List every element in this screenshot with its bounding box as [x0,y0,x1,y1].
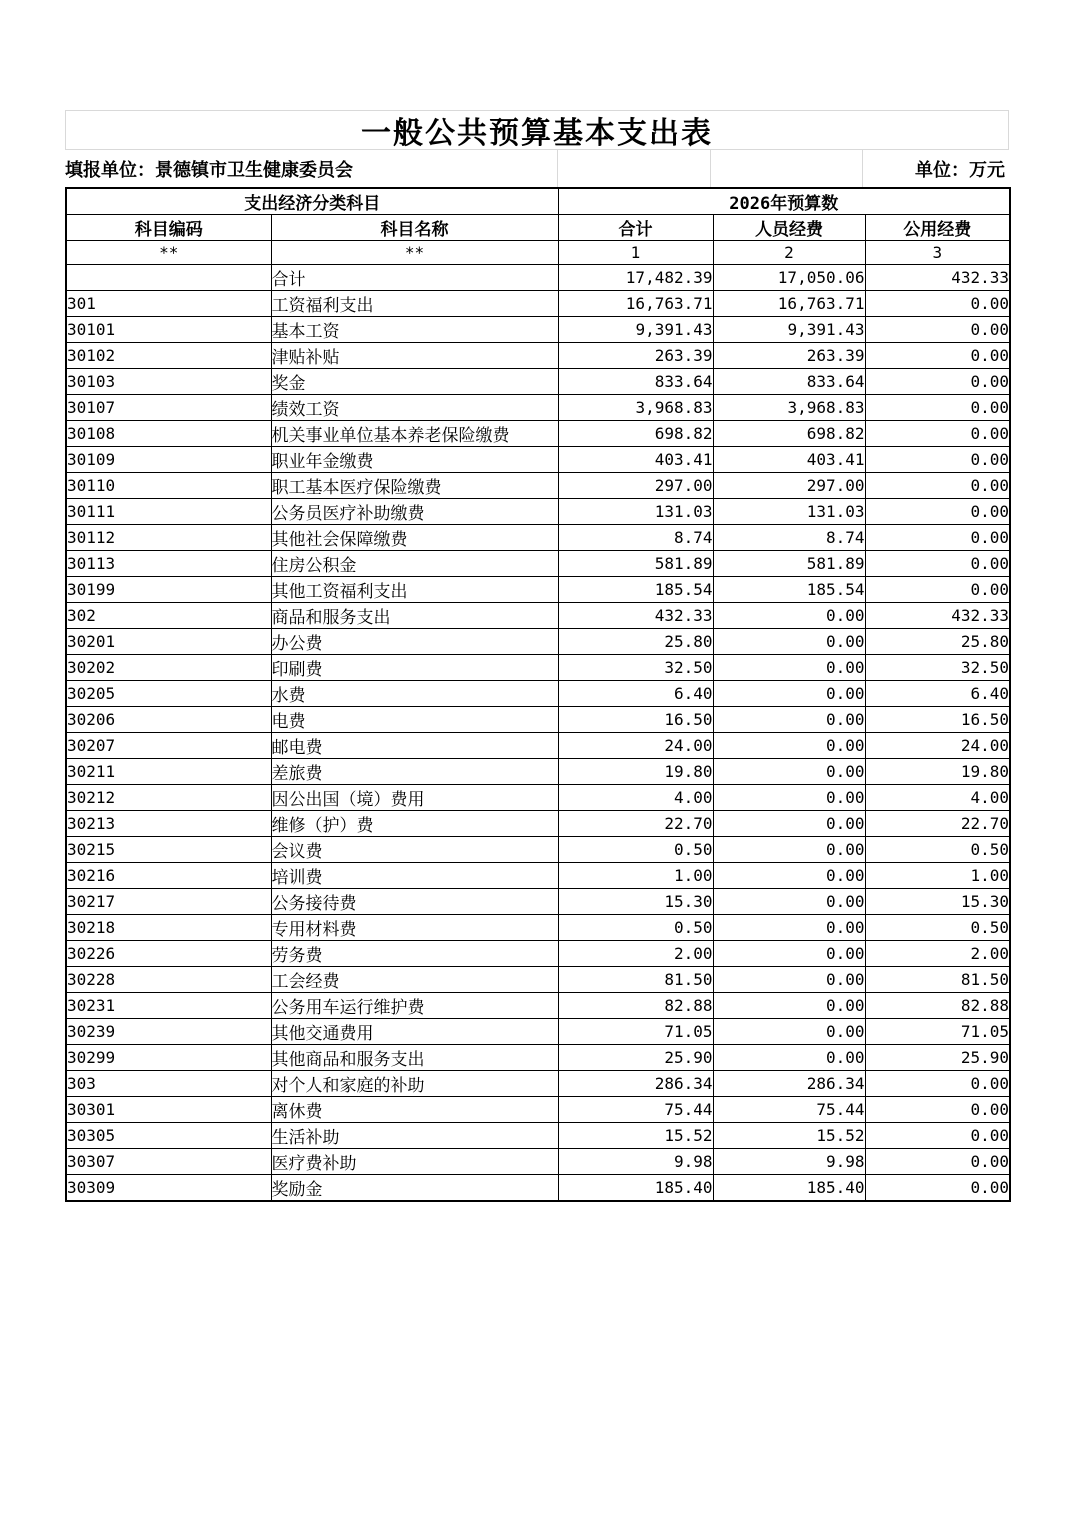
header-col-total: 合计 [558,215,713,241]
total-cell: 286.34 [558,1071,713,1097]
table-row [66,1019,1010,1045]
table-row [66,265,1010,291]
personnel-cell: 0.00 [713,759,865,785]
personnel-cell: 833.64 [713,369,865,395]
name-cell: 生活补助 [271,1123,558,1149]
total-cell: 2.00 [558,941,713,967]
unit-row-spacer-2 [710,150,862,187]
code-cell: 301 [66,291,271,317]
code-cell: 30207 [66,733,271,759]
public-cell: 15.30 [865,889,1010,915]
total-cell: 0.50 [558,915,713,941]
table-row [66,395,1010,421]
code-cell: 30211 [66,759,271,785]
personnel-cell: 0.00 [713,785,865,811]
name-cell: 公务用车运行维护费 [271,993,558,1019]
personnel-cell: 263.39 [713,343,865,369]
personnel-cell: 581.89 [713,551,865,577]
name-cell: 公务接待费 [271,889,558,915]
table-row [66,421,1010,447]
index-cell-2: 2 [713,241,865,265]
reporting-unit-label: 填报单位：景德镇市卫生健康委员会 [65,159,353,181]
index-cell-name: ** [271,241,558,265]
personnel-cell: 8.74 [713,525,865,551]
code-cell: 30202 [66,655,271,681]
personnel-cell: 131.03 [713,499,865,525]
table-row [66,473,1010,499]
total-cell: 432.33 [558,603,713,629]
total-cell: 17,482.39 [558,265,713,291]
code-cell: 30199 [66,577,271,603]
table-row [66,889,1010,915]
code-cell: 30101 [66,317,271,343]
public-cell: 0.00 [865,1071,1010,1097]
personnel-cell: 286.34 [713,1071,865,1097]
name-cell: 会议费 [271,837,558,863]
personnel-cell: 0.00 [713,889,865,915]
table-row [66,1123,1010,1149]
code-cell: 30301 [66,1097,271,1123]
name-cell: 劳务费 [271,941,558,967]
name-cell: 奖励金 [271,1175,558,1202]
unit-of-measure-label: 单位：万元 [862,150,1009,187]
personnel-cell: 698.82 [713,421,865,447]
total-cell: 403.41 [558,447,713,473]
personnel-cell: 185.54 [713,577,865,603]
public-cell: 0.00 [865,369,1010,395]
total-cell: 32.50 [558,655,713,681]
code-cell: 30226 [66,941,271,967]
title-block [65,110,1009,150]
code-cell: 30228 [66,967,271,993]
public-cell: 82.88 [865,993,1010,1019]
total-cell: 22.70 [558,811,713,837]
table-row [66,551,1010,577]
code-cell: 303 [66,1071,271,1097]
budget-table [65,187,1011,1202]
personnel-cell: 9.98 [713,1149,865,1175]
table-row [66,733,1010,759]
personnel-cell: 403.41 [713,447,865,473]
public-cell: 6.40 [865,681,1010,707]
personnel-cell: 0.00 [713,681,865,707]
public-cell: 4.00 [865,785,1010,811]
total-cell: 297.00 [558,473,713,499]
table-row [66,707,1010,733]
public-cell: 19.80 [865,759,1010,785]
public-cell: 0.00 [865,473,1010,499]
code-cell: 30212 [66,785,271,811]
personnel-cell: 297.00 [713,473,865,499]
budget-sheet [65,110,1009,1202]
code-cell: 30102 [66,343,271,369]
name-cell: 基本工资 [271,317,558,343]
code-cell: 30113 [66,551,271,577]
name-cell: 医疗费补助 [271,1149,558,1175]
table-row [66,447,1010,473]
table-row [66,655,1010,681]
personnel-cell: 0.00 [713,837,865,863]
code-cell: 30215 [66,837,271,863]
table-row [66,811,1010,837]
total-cell: 16.50 [558,707,713,733]
code-cell: 30213 [66,811,271,837]
personnel-cell: 17,050.06 [713,265,865,291]
total-cell: 185.40 [558,1175,713,1202]
public-cell: 22.70 [865,811,1010,837]
table-row [66,317,1010,343]
public-cell: 0.00 [865,421,1010,447]
table-row [66,369,1010,395]
total-cell: 81.50 [558,967,713,993]
public-cell: 0.00 [865,577,1010,603]
table-row [66,1097,1010,1123]
public-cell: 2.00 [865,941,1010,967]
personnel-cell: 3,968.83 [713,395,865,421]
total-cell: 19.80 [558,759,713,785]
total-cell: 3,968.83 [558,395,713,421]
public-cell: 24.00 [865,733,1010,759]
header-col-public-funds: 公用经费 [865,215,1010,241]
index-cell-1: 1 [558,241,713,265]
table-row [66,1175,1010,1202]
personnel-cell: 0.00 [713,863,865,889]
header-col-subject-code: 科目编码 [66,215,271,241]
name-cell: 奖金 [271,369,558,395]
total-cell: 75.44 [558,1097,713,1123]
table-row [66,499,1010,525]
personnel-cell: 0.00 [713,707,865,733]
total-cell: 833.64 [558,369,713,395]
total-cell: 9.98 [558,1149,713,1175]
name-cell: 差旅费 [271,759,558,785]
table-row [66,1071,1010,1097]
personnel-cell: 0.00 [713,1019,865,1045]
name-cell: 邮电费 [271,733,558,759]
name-cell: 工资福利支出 [271,291,558,317]
header-col-subject-name: 科目名称 [271,215,558,241]
total-cell: 8.74 [558,525,713,551]
page-title: 一般公共预算基本支出表 [361,116,713,151]
public-cell: 0.00 [865,1123,1010,1149]
header-expenditure-classification: 支出经济分类科目 [66,188,558,215]
table-row [66,291,1010,317]
name-cell: 其他社会保障缴费 [271,525,558,551]
name-cell: 职工基本医疗保险缴费 [271,473,558,499]
name-cell: 合计 [271,265,558,291]
table-row [66,915,1010,941]
public-cell: 0.00 [865,1097,1010,1123]
personnel-cell: 0.00 [713,993,865,1019]
index-cell-3: 3 [865,241,1010,265]
table-row [66,993,1010,1019]
public-cell: 0.00 [865,525,1010,551]
public-cell: 0.00 [865,551,1010,577]
code-cell: 30109 [66,447,271,473]
table-row [66,681,1010,707]
total-cell: 15.52 [558,1123,713,1149]
code-cell: 30111 [66,499,271,525]
code-cell: 30299 [66,1045,271,1071]
table-row [66,941,1010,967]
code-cell: 30239 [66,1019,271,1045]
total-cell: 581.89 [558,551,713,577]
index-cell-code: ** [66,241,271,265]
name-cell: 机关事业单位基本养老保险缴费 [271,421,558,447]
total-cell: 698.82 [558,421,713,447]
public-cell: 25.90 [865,1045,1010,1071]
total-cell: 4.00 [558,785,713,811]
personnel-cell: 9,391.43 [713,317,865,343]
name-cell: 商品和服务支出 [271,603,558,629]
code-cell: 30216 [66,863,271,889]
name-cell: 办公费 [271,629,558,655]
public-cell: 71.05 [865,1019,1010,1045]
public-cell: 81.50 [865,967,1010,993]
public-cell: 32.50 [865,655,1010,681]
personnel-cell: 0.00 [713,1045,865,1071]
public-cell: 0.00 [865,291,1010,317]
table-row [66,629,1010,655]
public-cell: 432.33 [865,603,1010,629]
code-cell: 30108 [66,421,271,447]
code-cell [66,265,271,291]
code-cell: 30206 [66,707,271,733]
personnel-cell: 0.00 [713,655,865,681]
public-cell: 1.00 [865,863,1010,889]
name-cell: 电费 [271,707,558,733]
table-row [66,1149,1010,1175]
unit-row-spacer-1 [557,150,710,187]
budget-table-header [66,188,1010,265]
total-cell: 131.03 [558,499,713,525]
name-cell: 其他工资福利支出 [271,577,558,603]
name-cell: 职业年金缴费 [271,447,558,473]
name-cell: 印刷费 [271,655,558,681]
name-cell: 绩效工资 [271,395,558,421]
personnel-cell: 75.44 [713,1097,865,1123]
public-cell: 0.00 [865,343,1010,369]
header-col-personnel-funds: 人员经费 [713,215,865,241]
name-cell: 津贴补贴 [271,343,558,369]
header-budget-year-2026: 2026年预算数 [558,188,1010,215]
public-cell: 0.00 [865,447,1010,473]
total-cell: 25.80 [558,629,713,655]
personnel-cell: 16,763.71 [713,291,865,317]
personnel-cell: 185.40 [713,1175,865,1202]
header-columns-row [66,215,1010,241]
code-cell: 30112 [66,525,271,551]
code-cell: 30309 [66,1175,271,1202]
public-cell: 432.33 [865,265,1010,291]
name-cell: 维修（护）费 [271,811,558,837]
unit-row [65,150,1009,187]
total-cell: 263.39 [558,343,713,369]
table-row [66,863,1010,889]
name-cell: 公务员医疗补助缴费 [271,499,558,525]
name-cell: 离休费 [271,1097,558,1123]
personnel-cell: 0.00 [713,967,865,993]
name-cell: 培训费 [271,863,558,889]
public-cell: 25.80 [865,629,1010,655]
header-group-row [66,188,1010,215]
table-row [66,967,1010,993]
public-cell: 0.50 [865,837,1010,863]
personnel-cell: 0.00 [713,733,865,759]
name-cell: 其他交通费用 [271,1019,558,1045]
header-index-row [66,241,1010,265]
total-cell: 24.00 [558,733,713,759]
total-cell: 0.50 [558,837,713,863]
public-cell: 0.00 [865,499,1010,525]
public-cell: 0.00 [865,395,1010,421]
total-cell: 9,391.43 [558,317,713,343]
total-cell: 15.30 [558,889,713,915]
total-cell: 25.90 [558,1045,713,1071]
personnel-cell: 0.00 [713,915,865,941]
table-row [66,785,1010,811]
name-cell: 住房公积金 [271,551,558,577]
code-cell: 30201 [66,629,271,655]
code-cell: 30110 [66,473,271,499]
table-row [66,759,1010,785]
total-cell: 82.88 [558,993,713,1019]
table-row [66,603,1010,629]
personnel-cell: 0.00 [713,629,865,655]
personnel-cell: 0.00 [713,941,865,967]
code-cell: 30217 [66,889,271,915]
code-cell: 30307 [66,1149,271,1175]
total-cell: 16,763.71 [558,291,713,317]
table-row [66,837,1010,863]
public-cell: 16.50 [865,707,1010,733]
name-cell: 因公出国（境）费用 [271,785,558,811]
code-cell: 30205 [66,681,271,707]
total-cell: 71.05 [558,1019,713,1045]
name-cell: 工会经费 [271,967,558,993]
public-cell: 0.00 [865,317,1010,343]
public-cell: 0.00 [865,1175,1010,1202]
code-cell: 30103 [66,369,271,395]
table-row [66,525,1010,551]
code-cell: 30218 [66,915,271,941]
table-row [66,343,1010,369]
total-cell: 1.00 [558,863,713,889]
public-cell: 0.00 [865,1149,1010,1175]
total-cell: 185.54 [558,577,713,603]
budget-table-body [66,265,1010,1202]
name-cell: 专用材料费 [271,915,558,941]
table-row [66,577,1010,603]
table-row [66,1045,1010,1071]
name-cell: 对个人和家庭的补助 [271,1071,558,1097]
code-cell: 30305 [66,1123,271,1149]
code-cell: 30231 [66,993,271,1019]
name-cell: 其他商品和服务支出 [271,1045,558,1071]
code-cell: 302 [66,603,271,629]
personnel-cell: 0.00 [713,811,865,837]
personnel-cell: 15.52 [713,1123,865,1149]
name-cell: 水费 [271,681,558,707]
personnel-cell: 0.00 [713,603,865,629]
code-cell: 30107 [66,395,271,421]
public-cell: 0.50 [865,915,1010,941]
total-cell: 6.40 [558,681,713,707]
